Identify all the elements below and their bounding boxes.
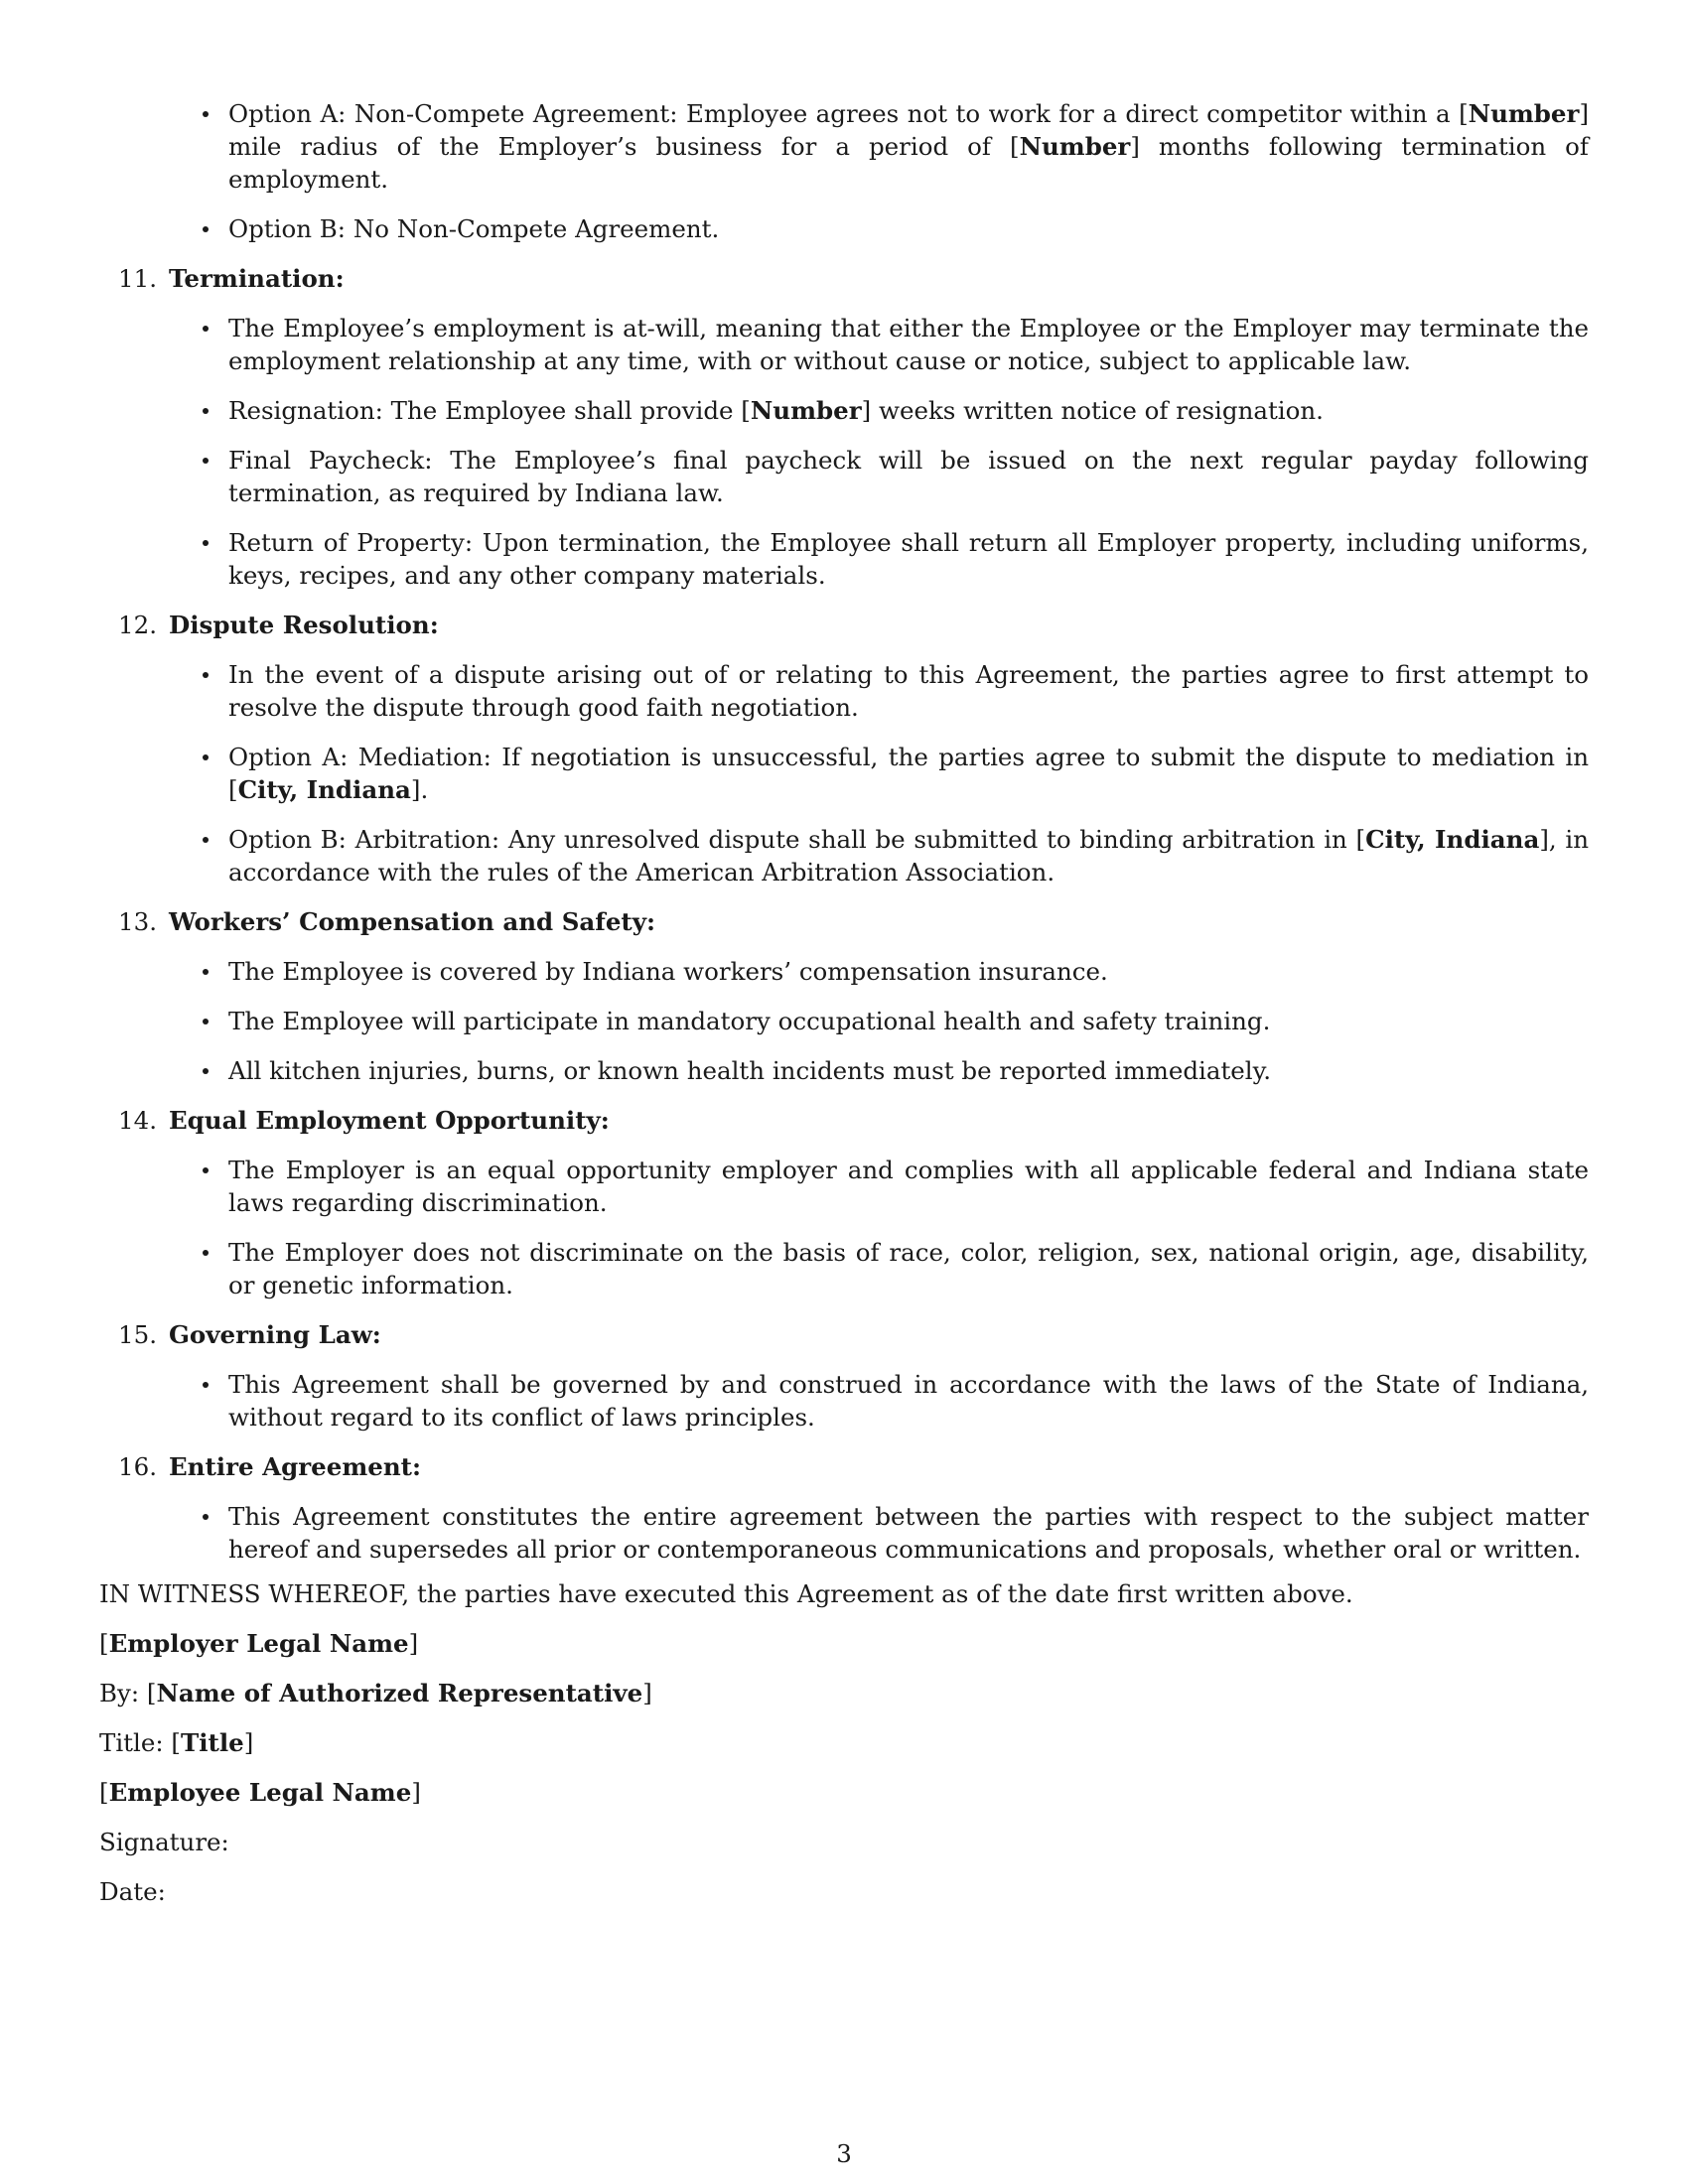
bullet-dot bbox=[203, 540, 209, 546]
placeholder: City, Indiana bbox=[237, 775, 411, 804]
bullet-dot bbox=[203, 1167, 209, 1173]
title-line: Title: [Title] bbox=[99, 1728, 254, 1757]
bullet-dot bbox=[203, 408, 209, 414]
bullet-dot bbox=[203, 111, 209, 117]
list-item: Resignation: The Employee shall provide [Number] weeks written notice of resignation. bbox=[228, 394, 1589, 427]
placeholder: Employer Legal Name bbox=[108, 1629, 409, 1658]
bullet-dot bbox=[203, 326, 209, 332]
section-number: 12. bbox=[118, 611, 157, 639]
section-heading-equal-employment bbox=[99, 1104, 1589, 1137]
page-number: 3 bbox=[836, 2139, 852, 2168]
section-title: Governing Law: bbox=[169, 1320, 381, 1349]
bullet-dot bbox=[203, 1250, 209, 1256]
list-item: Return of Property: Upon termination, the Employee shall return all Employer property, including uniforms, keys, recipes, and any other company materials. bbox=[228, 526, 1589, 592]
bullet-dot bbox=[203, 1068, 209, 1074]
section-title: Entire Agreement: bbox=[169, 1452, 422, 1481]
bullet-dot bbox=[203, 1382, 209, 1388]
bullet-dot bbox=[203, 458, 209, 464]
section-title: Equal Employment Opportunity: bbox=[169, 1106, 610, 1135]
employer-name-line: [Employer Legal Name] bbox=[99, 1629, 419, 1658]
section-heading-workers-compensation bbox=[99, 905, 1589, 938]
governing-law-list bbox=[99, 1368, 1589, 1433]
list-item: Option A: Mediation: If negotiation is unsuccessful, the parties agree to submit the dispute to mediation in [City, Indiana]. bbox=[228, 741, 1589, 806]
placeholder: Name of Authorized Representative bbox=[156, 1679, 643, 1707]
section-number: 15. bbox=[118, 1320, 157, 1349]
signature-line: Signature: bbox=[99, 1828, 229, 1856]
witness-statement: IN WITNESS WHEREOF, the parties have executed this Agreement as of the date first written above. bbox=[99, 1579, 1353, 1608]
list-item: Option A: Non-Compete Agreement: Employee agrees not to work for a direct competitor within a [Number] mile radius of the Employer’s business for a period of [Number] months following termination of employment. bbox=[228, 97, 1589, 196]
bullet-dot bbox=[203, 672, 209, 678]
dispute-resolution-list bbox=[99, 658, 1589, 888]
document-body bbox=[99, 97, 1589, 1925]
workers-compensation-list bbox=[99, 955, 1589, 1087]
list-item: The Employer is an equal opportunity employer and complies with all applicable federal and Indiana state laws regarding discrimination. bbox=[228, 1154, 1589, 1219]
non-compete-options bbox=[99, 97, 1589, 245]
termination-list bbox=[99, 312, 1589, 592]
bullet-dot bbox=[203, 754, 209, 760]
section-heading-dispute-resolution bbox=[99, 609, 1589, 641]
placeholder: Number bbox=[1468, 99, 1580, 128]
placeholder: Title bbox=[180, 1728, 244, 1757]
list-item: Option B: Arbitration: Any unresolved dispute shall be submitted to binding arbitration in [City, Indiana], in accordance with the rules of the American Arbitration Association. bbox=[228, 823, 1589, 888]
bullet-dot bbox=[203, 969, 209, 975]
employee-name-line: [Employee Legal Name] bbox=[99, 1778, 421, 1807]
list-item: The Employee is covered by Indiana workers’ compensation insurance. bbox=[228, 955, 1589, 988]
section-number: 14. bbox=[118, 1106, 157, 1135]
placeholder: City, Indiana bbox=[1365, 825, 1540, 854]
section-title: Termination: bbox=[169, 264, 345, 293]
placeholder: Employee Legal Name bbox=[108, 1778, 412, 1807]
list-item: This Agreement constitutes the entire agreement between the parties with respect to the subject matter hereof and supersedes all prior or contemporaneous communications and proposals, whether oral or written. bbox=[228, 1500, 1589, 1566]
placeholder: Number bbox=[1019, 132, 1131, 161]
list-item: In the event of a dispute arising out of or relating to this Agreement, the parties agree to first attempt to resolve the dispute through good faith negotiation. bbox=[228, 658, 1589, 724]
section-number: 11. bbox=[118, 264, 157, 293]
list-item: The Employee will participate in mandatory occupational health and safety training. bbox=[228, 1005, 1589, 1037]
section-number: 13. bbox=[118, 907, 157, 936]
section-heading-governing-law bbox=[99, 1318, 1589, 1351]
entire-agreement-list bbox=[99, 1500, 1589, 1566]
section-heading-termination bbox=[99, 262, 1589, 295]
bullet-dot bbox=[203, 1514, 209, 1520]
section-heading-entire-agreement bbox=[99, 1450, 1589, 1483]
section-number: 16. bbox=[118, 1452, 157, 1481]
list-item: All kitchen injuries, burns, or known health incidents must be reported immediately. bbox=[228, 1054, 1589, 1087]
list-item: The Employee’s employment is at-will, meaning that either the Employee or the Employer may terminate the employment relationship at any time, with or without cause or notice, subject to applicable law. bbox=[228, 312, 1589, 377]
placeholder: Number bbox=[750, 396, 862, 425]
bullet-dot bbox=[203, 837, 209, 843]
equal-employment-list bbox=[99, 1154, 1589, 1301]
section-title: Dispute Resolution: bbox=[169, 611, 439, 639]
section-title: Workers’ Compensation and Safety: bbox=[169, 907, 655, 936]
bullet-dot bbox=[203, 1019, 209, 1024]
list-item: Option B: No Non-Compete Agreement. bbox=[228, 212, 1589, 245]
representative-line: By: [Name of Authorized Representative] bbox=[99, 1679, 652, 1707]
list-item: This Agreement shall be governed by and construed in accordance with the laws of the State of Indiana, without regard to its conflict of laws principles. bbox=[228, 1368, 1589, 1433]
bullet-dot bbox=[203, 226, 209, 232]
list-item: Final Paycheck: The Employee’s final paycheck will be issued on the next regular payday following termination, as required by Indiana law. bbox=[228, 444, 1589, 509]
date-line: Date: bbox=[99, 1877, 166, 1906]
list-item: The Employer does not discriminate on the basis of race, color, religion, sex, national origin, age, disability, or genetic information. bbox=[228, 1236, 1589, 1301]
